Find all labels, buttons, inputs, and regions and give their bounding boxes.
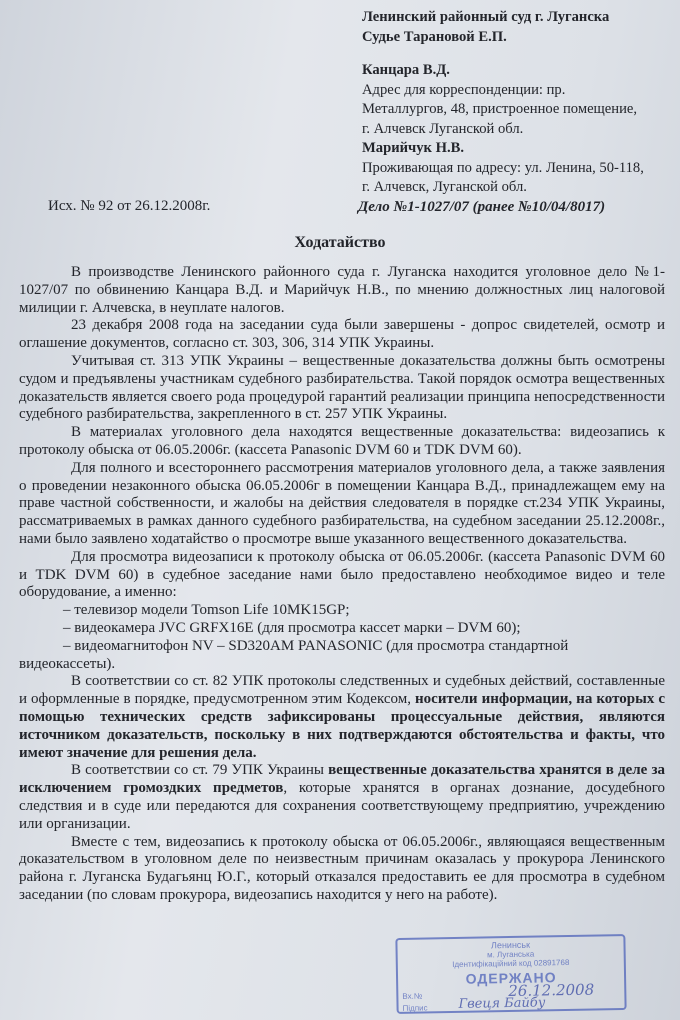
paragraph-text: В соответствии со ст. 82 УПК протоколы следственных и судебных действий, составленные и оформленные в порядке, предусмотренном этим Кодексом, xyxy=(19,673,665,708)
paragraph: Для полного и всестороннего рассмотрения материалов уголовного дела, а также заявления о проведении незаконного обыска 06.05.2006г в помещении Канцара В.Д., принадлежащем ему на праве частной собственности, и жалобы на действия следователя в порядке ст.234 УПК Украины, рассматриваемых в рамках данного судебного разбирательства, на судебном заседании 25.12.2008г., нами было заявлено ходатайство о просмотре выше указанного вещественного доказательства. xyxy=(19,459,665,547)
judge-name: Судье Тарановой Е.П. xyxy=(362,28,507,45)
equipment-item-continued: видеокассеты). xyxy=(19,655,116,672)
sender2-name: Марийчук Н.В. xyxy=(362,140,464,156)
stamp-received-label: ОДЕРЖАНО xyxy=(465,969,557,987)
sender1-name: Канцара В.Д. xyxy=(362,62,450,78)
sender1-address-line: г. Алчевск Луганской обл. xyxy=(362,120,524,137)
paragraph: В материалах уголовного дела находятся вещественные доказательства: видеозапись к протоколу обыска от 06.05.2006г. (кассета Panasonic DVM 60 и TDK DVM 60). xyxy=(19,424,665,458)
stamp-city-line: м. Луганська xyxy=(486,949,535,960)
equipment-item: – видеомагнитофон NV – SD320AM PANASONIC (для просмотра стандартной xyxy=(63,637,569,654)
paragraph: 23 декабря 2008 года на заседании суда были завершены - допрос свидетелей, осмотр и оглашение документов, согласно ст. 303, 306, 314 УПК Украины. xyxy=(19,317,665,352)
document-body xyxy=(19,264,665,905)
paragraph xyxy=(19,673,665,762)
stamp-org-line: Ленинськ xyxy=(490,939,531,951)
sender2-address-line: г. Алчевск, Луганской обл. xyxy=(362,179,527,195)
stamp-handwritten-signature: Гвеця Байбу xyxy=(458,995,546,1012)
paragraph: Вместе с тем, видеозапись к протоколу обыска от 06.05.2006г., являющаяся вещественным доказательством в уголовном деле по неизвестным причинам оказалась у прокурора Ленинского района г. Луганска Будагьянц Ю.Г., который отказался предоставить ее для просмотра в судебном заседании (по словам прокурора, видеозапись находится у него на работе). xyxy=(19,833,665,903)
outgoing-reference: Исх. № 92 от 26.12.2008г. xyxy=(48,198,211,214)
stamp-code-line: Ідентифікаційний код 02891768 xyxy=(452,957,570,970)
sender2-address-line: Проживающая по адресу: ул. Ленина, 50-118, xyxy=(362,159,644,176)
document-title: Ходатайство xyxy=(294,234,386,251)
case-number: Дело №1-1027/07 (ранее №10/04/8017) xyxy=(358,199,606,215)
equipment-item: – видеокамера JVC GRFX16E (для просмотра кассет марки – DVM 60); xyxy=(63,619,521,636)
court-name: Ленинский районный суд г. Луганска xyxy=(362,9,610,25)
sender1-address-line: Металлургов, 48, пристроенное помещение, xyxy=(362,101,638,117)
address-block xyxy=(362,8,672,198)
paragraph: Учитывая ст. 313 УПК Украины – вещественные доказательства должны быть осмотрены судом и предъявлены участникам судебного разбирательства. Такой порядок осмотра вещественных доказательств является своего рода процедурой гарантий реализации принципа непосредственности судебного разбирательства, закрепленного в ст. 257 УПК Украины. xyxy=(19,352,665,423)
paragraph: В производстве Ленинского районного суда г. Луганска находится уголовное дело №1-1027/07 по обвинению Канцара В.Д. и Марийчук Н.В., по мнению должностных лиц налоговой милиции г. Алчевска, в неуплате налогов. xyxy=(19,264,665,316)
paragraph: Для просмотра видеозаписи к протоколу обыска от 06.05.2006г. (кассета Panasonic DVM 60 и TDK DVM 60) в судебное заседание нами было предоставлено необходимое видео и теле оборудование, а именно: xyxy=(19,548,665,601)
stamp-handwritten-date: 26.12.2008 xyxy=(508,980,595,1001)
received-stamp xyxy=(395,934,626,1014)
paragraph xyxy=(19,762,665,833)
sender1-address-line: Адрес для корреспонденции: пр. xyxy=(362,81,566,98)
paragraph-bold-text: носители информации, на которых с помощью технических средств зафиксированы процессуальные действия, являются источником доказательств, поскольку в них подтверждаются обстоятельства и факты, что имеют значение для решения дела. xyxy=(19,691,666,761)
stamp-incoming-label: Вх.№ xyxy=(402,991,423,1001)
equipment-item: – телевизор модели Tomson Life 10MK15GP; xyxy=(63,602,350,619)
paragraph-text: В соответствии со ст. 79 УПК Украины xyxy=(71,762,324,779)
paragraph-text: , которые хранятся в органах дознание, досудебного следствия и в суде или передаются для сохранения соответствующему предприятию, учреждению или организации. xyxy=(19,780,665,832)
paragraph-bold-text: вещественные доказательства хранятся в деле за исключением громоздких предметов xyxy=(19,762,665,797)
stamp-signature-label: Підпис xyxy=(402,1003,428,1013)
